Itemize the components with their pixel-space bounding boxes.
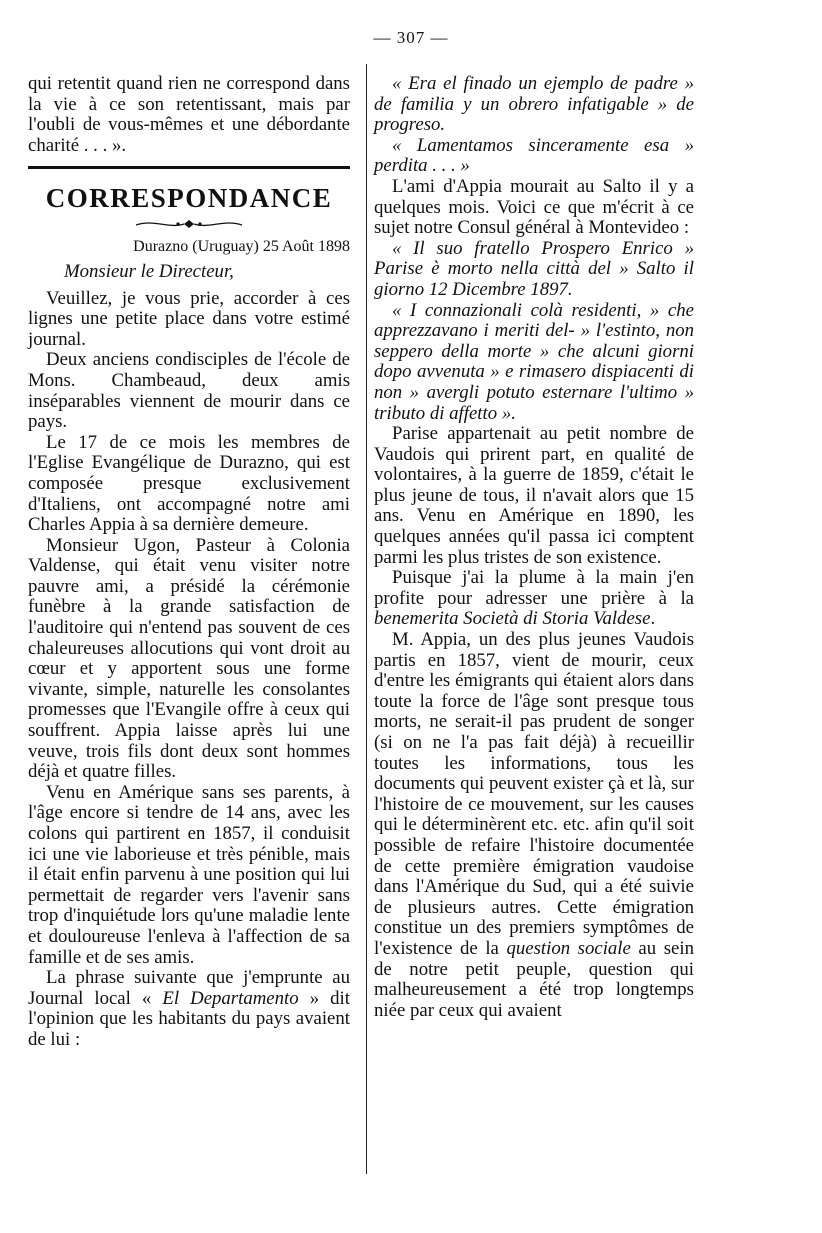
journal-name: El Departamento — [162, 987, 299, 1009]
italian-quote-2: « I connazionali colà residenti, » che apprezzavano i meriti del- » l'estinto, non seppero della morte » che alcuni giorni dopo avvenuta » e rimasero dispiacenti di non » avergli potuto esternare l'ultimo » tributo di affetto ». — [374, 299, 694, 424]
paragraph-2: Deux anciens condisciples de l'école de Mons. Chambeaud, deux amis inséparables viennent de mourir dans ce pays. — [28, 349, 350, 433]
paragraph-6 — [28, 968, 350, 1050]
right-paragraph-1: L'ami d'Appia mourait au Salto il y a quelques mois. Voici ce que m'écrit à ce sujet notre Consul général à Montevideo : — [374, 175, 694, 239]
salutation: Monsieur le Directeur, — [64, 260, 234, 282]
paragraph-3: Le 17 de ce mois les membres de l'Eglise Evangélique de Durazno, qui est composée presque exclusivement d'Italiens, ont accompagné notre ami Charles Appia à sa dernière demeure. — [28, 431, 350, 536]
left-column — [28, 74, 350, 1051]
column-divider — [366, 64, 367, 1174]
right-paragraph-3 — [374, 568, 694, 630]
paragraph-4: Monsieur Ugon, Pasteur à Colonia Valdense, qui était venu visiter notre pauvre ami, a présidé la cérémonie funèbre à la grande satisfaction de l'auditoire qui n'entend pas souvent de ces chaleureuses allocutions qui vont droit au cœur et y apportent sous une forme vivante, simple, naturelle les consolantes promesses que l'Evangile offre à ceux qui souffrent. Appia laisse après lui une veuve, trois fils dont deux sont hommes déjà et quatre filles. — [28, 534, 350, 783]
paragraph-6-start: La phrase suivante que j'emprunte au Journal local « — [28, 967, 350, 1009]
right-column — [374, 74, 694, 1021]
section-title: CORRESPONDANCE — [45, 183, 333, 214]
society-name: benemerita Società di Storia Valdese — [374, 608, 651, 630]
right-paragraph-4 — [374, 630, 694, 1021]
italian-quote-1: « Il suo fratello Prospero Enrico » Parise è morto nella città del » Salto il giorno 12 Dicembre 1897. — [374, 237, 694, 300]
paragraph-3-end: . — [650, 608, 656, 630]
paragraph-3-start: Puisque j'ai la plume à la main j'en profite pour adresser une prière à la — [374, 567, 694, 609]
paragraph-5: Venu en Amérique sans ses parents, à l'âge encore si tendre de 14 ans, avec les colons qui partirent en 1857, il conduisit ici une vie laborieuse et très pénible, mais il était enfin parvenu à une position qui lui permettait de regarder vers l'avenir sans trop d'inquiétude lors qu'une maladie lente et douloureuse l'enleva à l'affection de sa famille et de ses amis. — [28, 781, 350, 968]
paragraph-4-end: au sein de notre petit peuple, question qui malheureusement a été trop longtemps niée par ceux qui avaient — [374, 937, 694, 1021]
dateline: Durazno (Uruguay) 25 Août 1898 — [133, 238, 350, 256]
spanish-quote-2: « Lamentamos sinceramente esa » perdita . . . » — [374, 134, 694, 177]
spanish-quote-1: « Era el finado un ejemplo de padre » de familia y un obrero infatigable » de progreso. — [374, 73, 694, 136]
section-rule — [28, 166, 350, 169]
intro-paragraph: qui retentit quand rien ne correspond dans la vie à ce son retentissant, mais par l'oubli de vous-mêmes et une débordante charité . . . ». — [28, 73, 350, 156]
paragraph-4-start: M. Appia, un des plus jeunes Vaudois partis en 1857, vient de mourir, ceux d'entre les émigrants qui étaient alors dans toute la force de l'âge sont presque tous morts, ne serait-il pas prudent de songer (si on ne l'a pas fait déjà) à recueillir toutes les informations, tous les documents qui peuvent exister çà et là, sur l'histoire de ce mouvement, sur les causes qui le déterminèrent etc. etc. afin qu'il soit possible de refaire l'histoire documentée de cette première émigration vaudoise dans l'Amérique du Sud, qui a été suivie de plusieurs autres. Cette émigration constitue un des premiers symptômes de l'existence de la — [374, 629, 694, 959]
right-paragraph-2: Parise appartenait au petit nombre de Vaudois qui prirent part, en qualité de volontaires, à la guerre de 1859, c'était le plus jeune de tous, il n'avait alors que 15 ans. Venu en Amérique en 1890, les quelques années qu'il passa ici comptent parmi les plus tristes de son existence. — [374, 423, 694, 568]
page-number: — 307 — — [373, 28, 449, 47]
ornament-flourish — [134, 217, 244, 231]
paragraph-6-end: » dit l'opinion que les habitants du pays avaient de lui : — [28, 987, 350, 1050]
paragraph-1: Veuillez, je vous prie, accorder à ces lignes une petite place dans votre estimé journal. — [28, 287, 350, 350]
question-sociale: question sociale — [506, 937, 631, 959]
